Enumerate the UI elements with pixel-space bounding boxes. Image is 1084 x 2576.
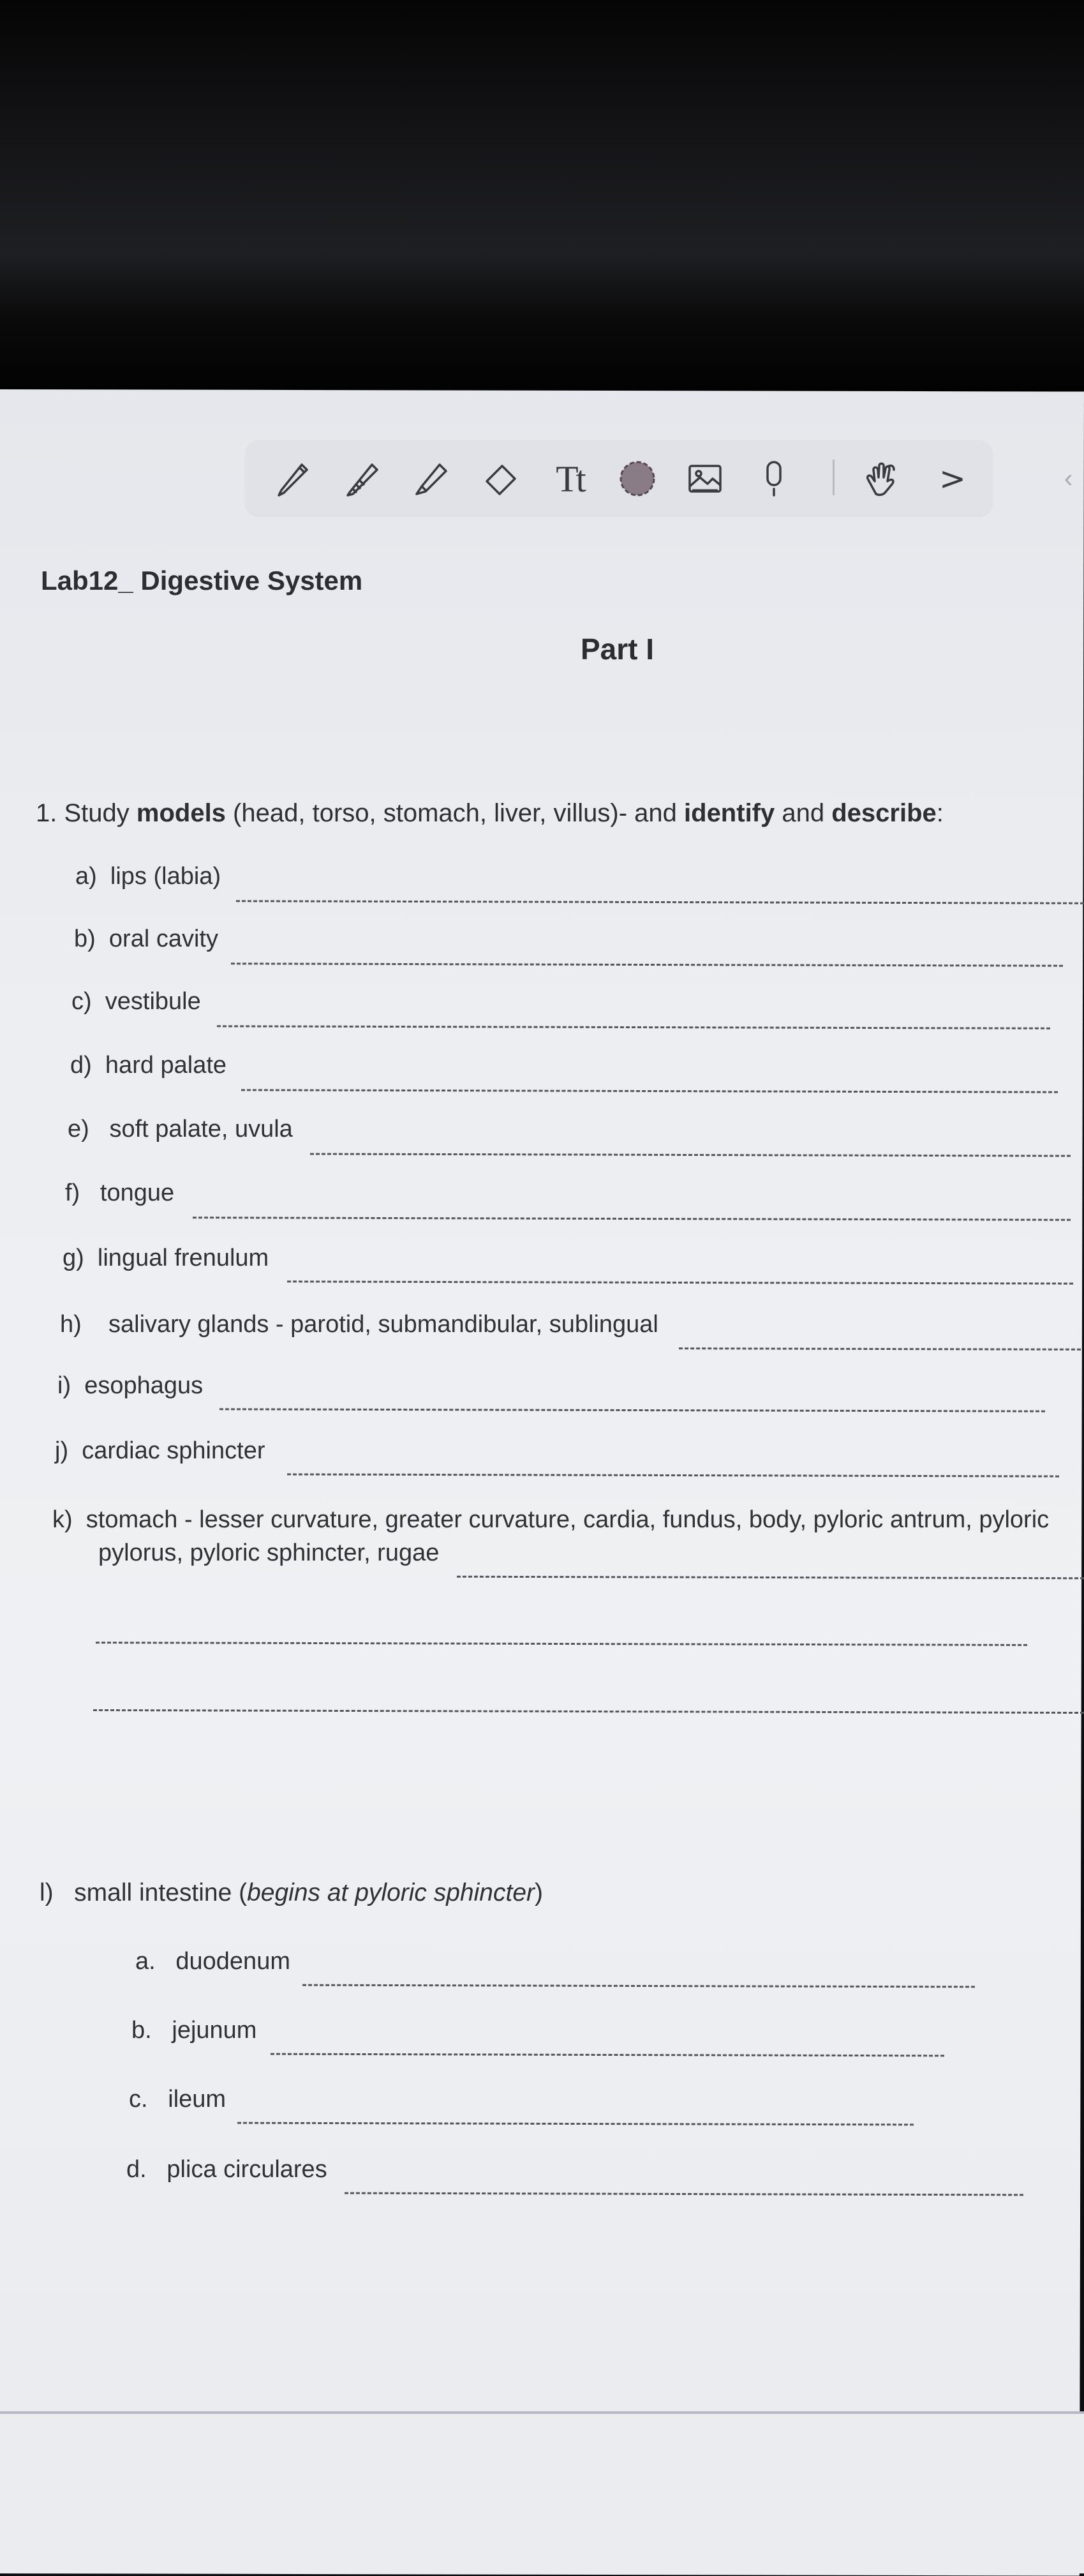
document-page <box>0 389 1084 2576</box>
sub-list-item <box>131 2017 256 2044</box>
sub-marker: a. <box>135 1948 156 1975</box>
item-label: small intestine ( <box>74 1879 248 1906</box>
dark-background <box>0 0 1084 408</box>
document-title: Lab12_ Digestive System <box>41 565 363 595</box>
item-label: lingual frenulum <box>97 1245 269 1271</box>
hand-icon[interactable] <box>856 454 904 503</box>
question-text-1: Study <box>64 799 137 827</box>
list-item <box>75 863 221 890</box>
list-item <box>74 925 218 953</box>
list-item <box>60 1311 658 1338</box>
list-item <box>57 1372 203 1400</box>
chevron-right-icon[interactable] <box>928 454 977 503</box>
list-item <box>70 1052 226 1079</box>
collapse-chevron-icon[interactable]: ‹ <box>1064 465 1073 493</box>
item-marker: j) <box>55 1437 69 1464</box>
annotation-toolbar <box>246 440 992 516</box>
sub-label: plica circulares <box>167 2156 327 2183</box>
item-marker: f) <box>65 1179 80 1206</box>
list-item <box>71 988 201 1015</box>
item-label: hard palate <box>105 1052 227 1079</box>
item-marker: g) <box>63 1245 84 1271</box>
text-tool-glyph: Tt <box>556 458 584 500</box>
item-label: salivary glands - parotid, submandibular, sublingual <box>108 1311 658 1338</box>
list-item <box>65 1179 174 1207</box>
pen-icon[interactable] <box>269 454 317 503</box>
item-label-italic: begins at pyloric sphincter <box>247 1879 535 1906</box>
sub-marker: d. <box>126 2156 147 2183</box>
item-label: tongue <box>100 1179 175 1206</box>
question-text-4: : <box>936 799 944 827</box>
microphone-icon[interactable] <box>750 454 798 503</box>
item-label: lips (labia) <box>110 863 221 890</box>
highlighter-icon[interactable] <box>408 454 456 503</box>
list-item <box>68 1116 293 1143</box>
list-item <box>55 1437 265 1465</box>
item-marker: b) <box>74 925 96 952</box>
sub-marker: c. <box>129 2086 148 2113</box>
eraser-icon[interactable] <box>477 454 525 503</box>
item-marker: e) <box>68 1116 89 1142</box>
list-item-continued: pylorus, pyloric sphincter, rugae <box>98 1539 440 1566</box>
list-item <box>52 1506 1049 1534</box>
question-1 <box>36 799 944 828</box>
lasso-icon[interactable] <box>613 454 662 503</box>
question-number: 1. <box>36 799 57 827</box>
sub-label: jejunum <box>172 2017 257 2044</box>
list-item <box>40 1879 543 1907</box>
item-label: oral cavity <box>108 925 218 952</box>
item-label-close: ) <box>535 1879 544 1906</box>
question-bold-models: models <box>136 799 226 827</box>
question-text-3: and <box>775 799 832 827</box>
sub-list-item <box>129 2086 226 2113</box>
item-marker: i) <box>57 1372 71 1399</box>
part-heading: Part I <box>581 633 655 666</box>
item-label: esophagus <box>84 1372 204 1399</box>
item-marker: c) <box>71 988 92 1015</box>
item-label: soft palate, uvula <box>109 1116 293 1142</box>
list-item <box>63 1245 269 1272</box>
item-marker: d) <box>70 1052 92 1079</box>
item-label: vestibule <box>105 988 201 1015</box>
sub-list-item <box>126 2156 327 2183</box>
sub-list-item <box>135 1948 290 1975</box>
sub-label: ileum <box>168 2086 226 2113</box>
item-marker: k) <box>52 1506 73 1533</box>
image-icon[interactable] <box>681 454 729 503</box>
item-label: cardiac sphincter <box>82 1437 265 1464</box>
text-icon[interactable] <box>546 454 594 503</box>
item-label: stomach - lesser curvature, greater curvature, cardia, fundus, body, pyloric antrum, pyloric <box>85 1506 1050 1533</box>
item-marker: h) <box>60 1311 82 1338</box>
question-bold-describe: describe <box>831 799 937 827</box>
chevron-glyph: > <box>939 460 966 497</box>
item-marker: l) <box>40 1879 54 1906</box>
toolbar-separator <box>833 460 835 495</box>
pencil-icon[interactable] <box>339 454 387 503</box>
sub-label: duodenum <box>175 1948 290 1975</box>
item-marker: a) <box>75 863 97 890</box>
question-bold-identify: identify <box>684 799 775 827</box>
sub-marker: b. <box>131 2017 152 2044</box>
next-page-area <box>0 2414 1084 2573</box>
question-text-2: (head, torso, stomach, liver, villus)- and <box>225 799 685 827</box>
